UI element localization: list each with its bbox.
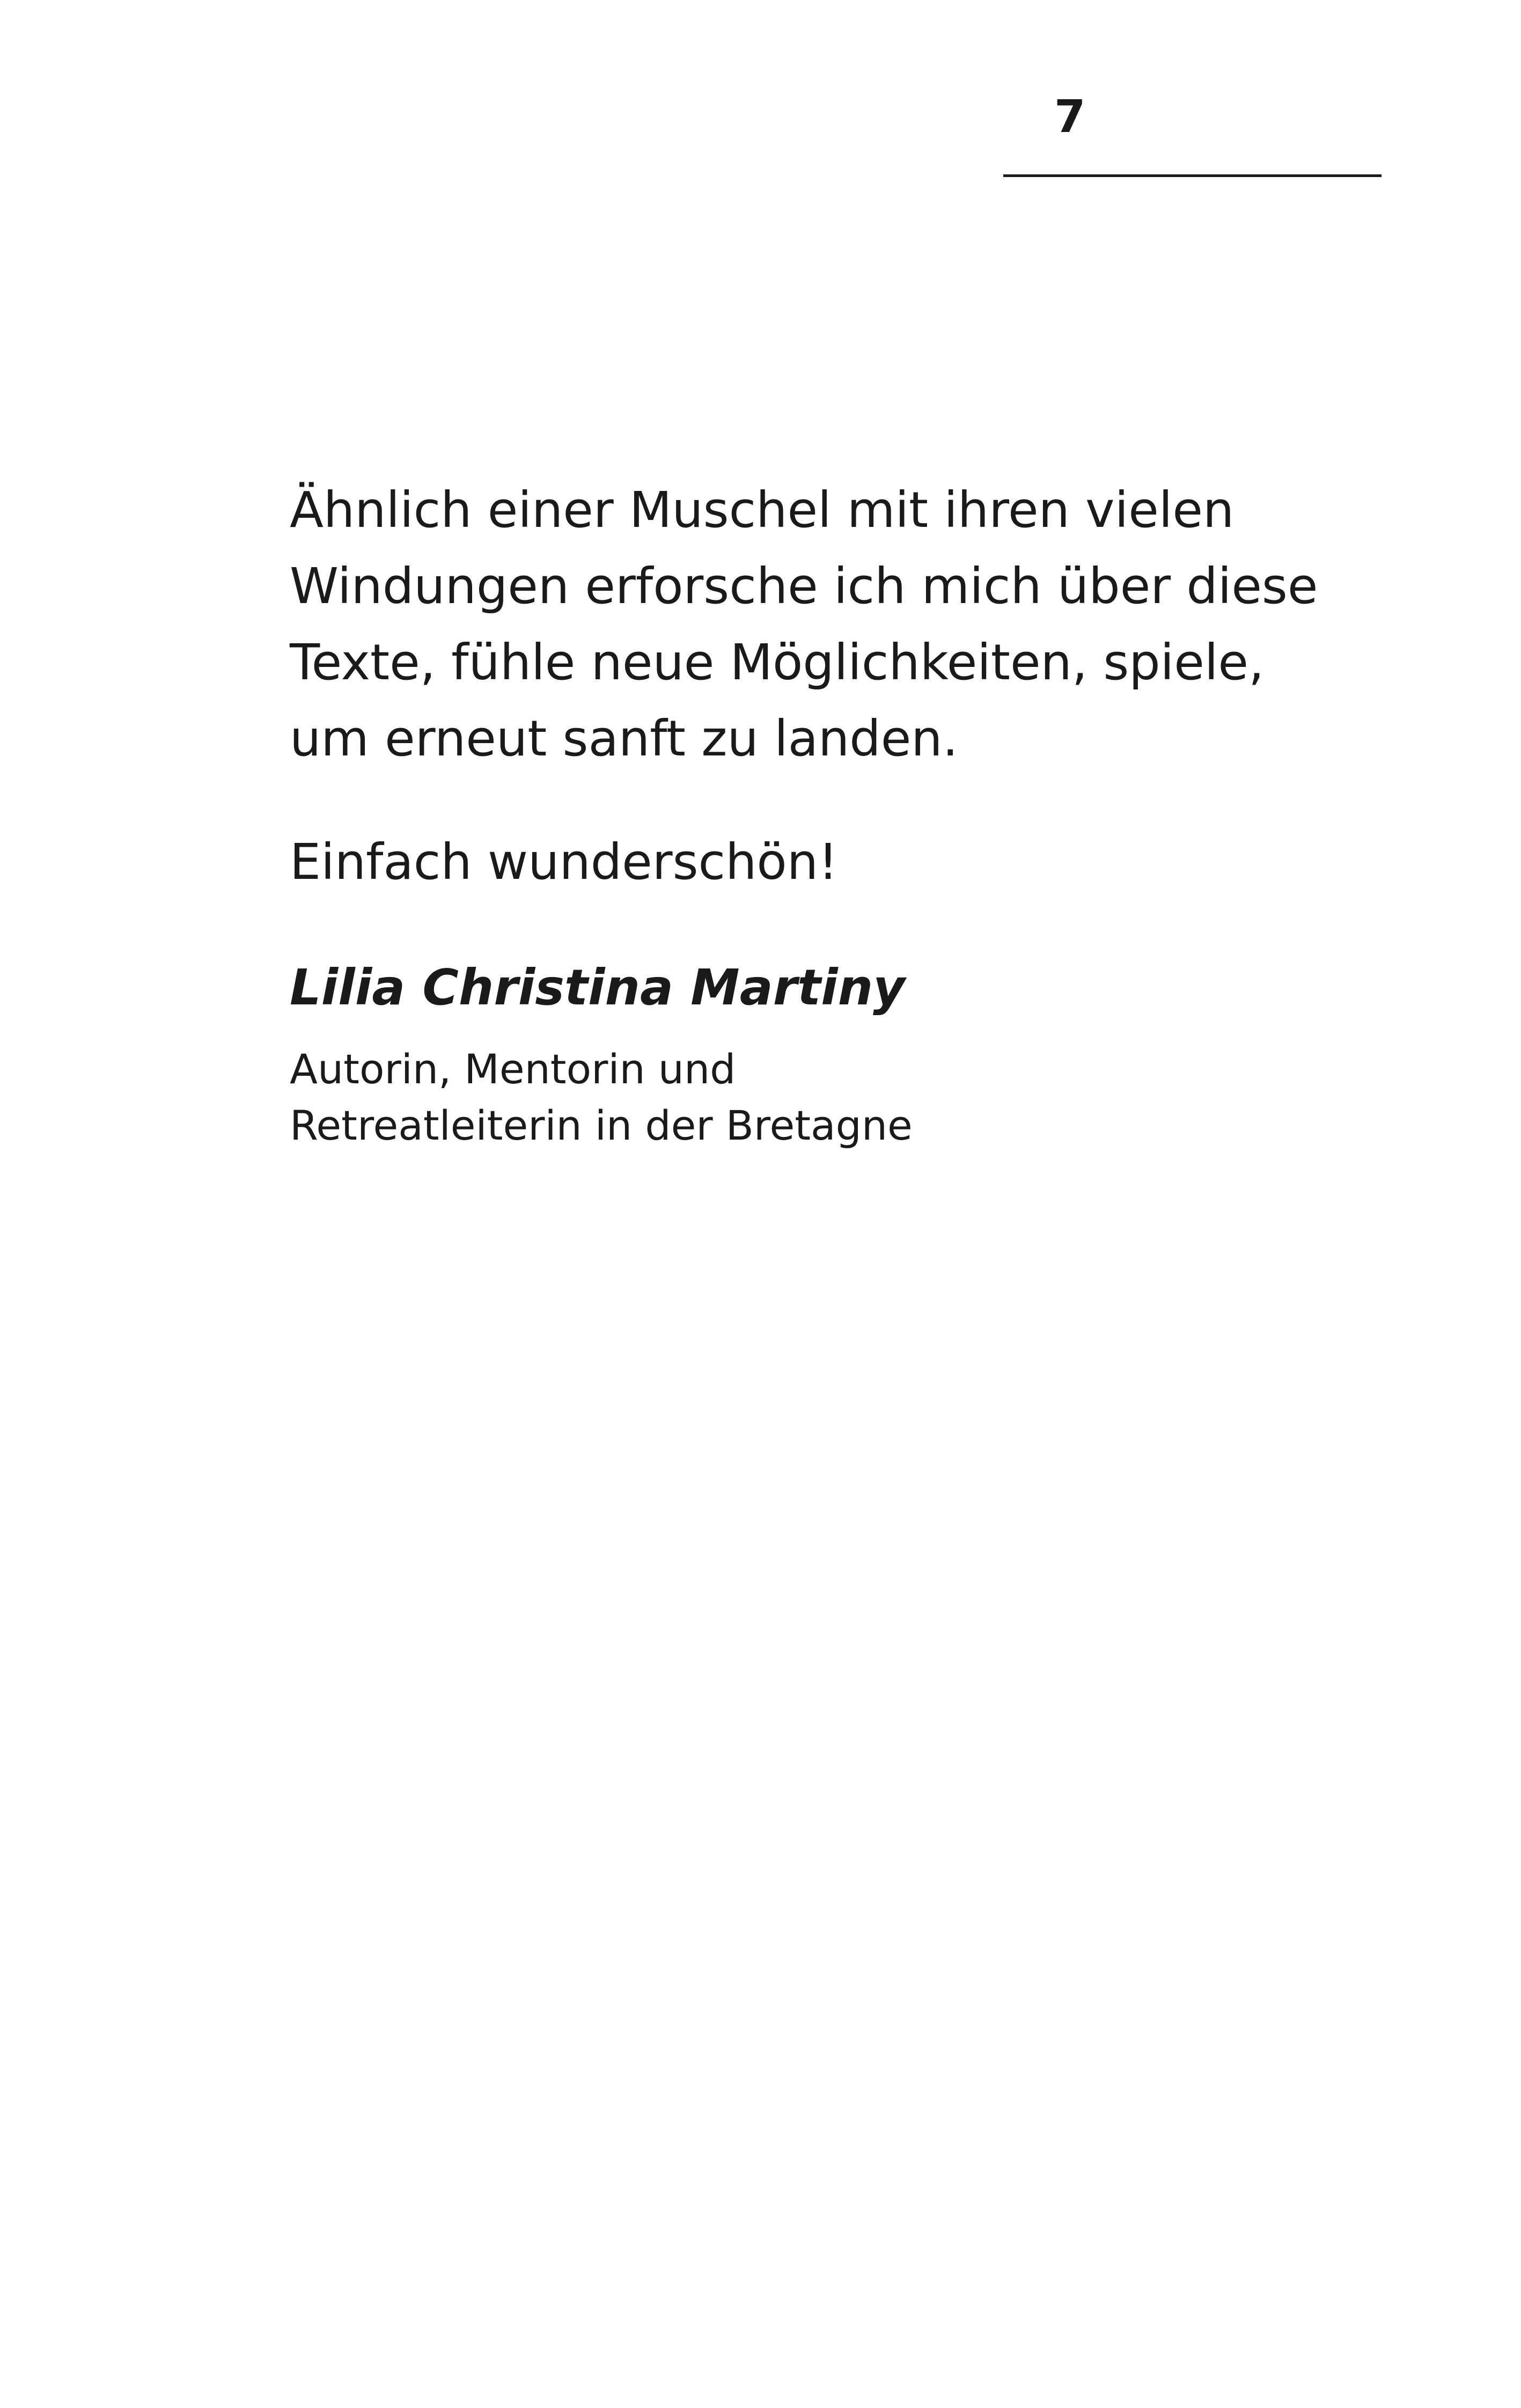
quote-paragraph bbox=[290, 472, 1416, 777]
quote-line: Ähnlich einer Muschel mit ihren vielen bbox=[290, 481, 1235, 539]
quote-line: um erneut sanft zu landen. bbox=[290, 710, 958, 767]
header-rule bbox=[1003, 174, 1382, 177]
author-description-line: Autorin, Mentorin und bbox=[290, 1045, 736, 1093]
author-name: Lilia Christina Martiny bbox=[290, 959, 906, 1016]
quote-exclamation: Einfach wunderschön! bbox=[290, 833, 838, 891]
author-description bbox=[290, 1041, 913, 1154]
quote-line: Texte, fühle neue Möglichkeiten, spiele, bbox=[290, 634, 1265, 691]
page-number: 7 bbox=[1054, 90, 1086, 143]
author-description-line: Retreatleiterin in der Bretagne bbox=[290, 1102, 913, 1149]
quote-line: Windungen erforsche ich mich über diese bbox=[290, 557, 1318, 615]
